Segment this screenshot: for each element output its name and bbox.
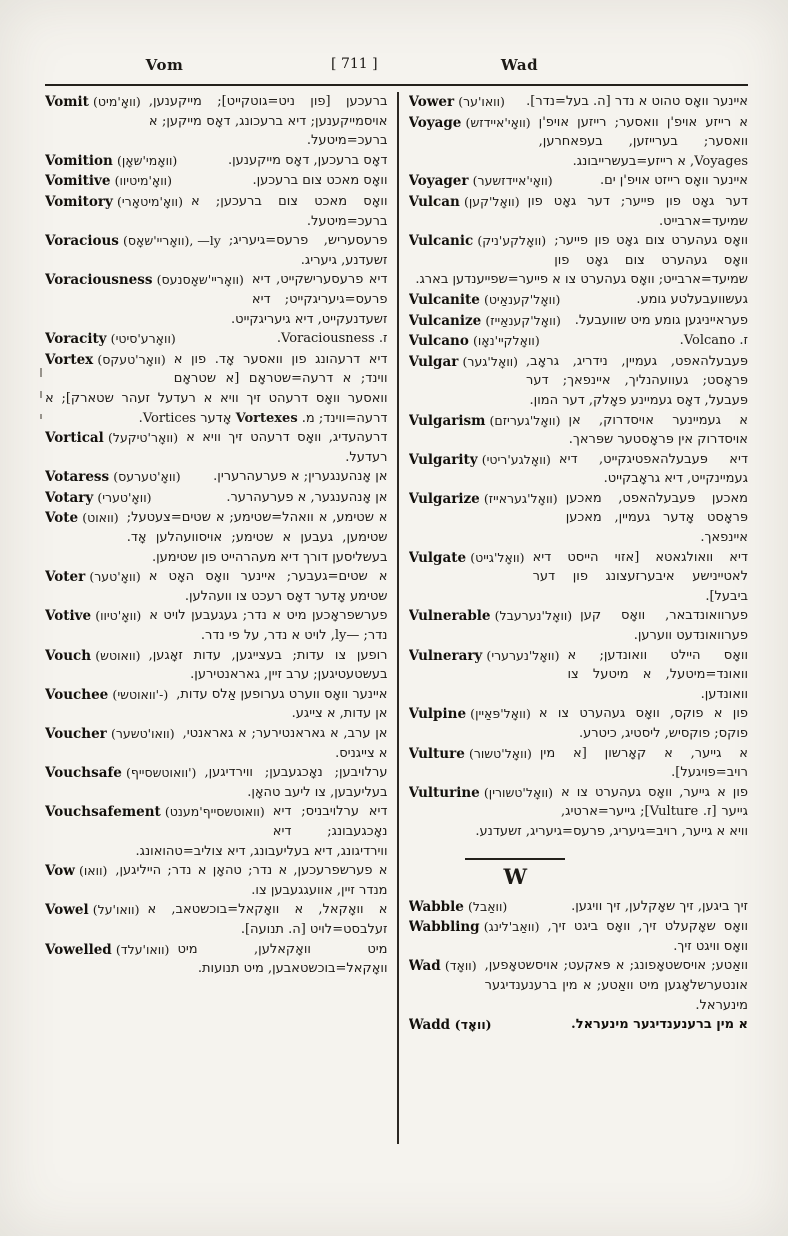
- entry-pronunciation: (וואָמי'שאָן): [116, 152, 178, 168]
- entry-definition: א שטימע, א וואהל=שטימע; א שטים=צעטעל; שטימען, געבען א שטימע; אויסוועהלען אָד. בעשליסען דורך דיא מעהרהייט פון שטימען.: [126, 510, 388, 565]
- entry-definition: א מין ברענענדיגער מינעראל.: [571, 1017, 748, 1033]
- entry-headword: Wad (וואָד): [408, 958, 477, 975]
- section-letter: W: [503, 863, 528, 889]
- entry-definition: איינער וואָס טהוט א נדר [ה. בעל=נדר].: [526, 94, 748, 109]
- entry-definition: פערשפראָכען מיט א נדר; געגעבען לויט א נדר; —ly, לויט א נדר, על פי נדר.: [149, 608, 388, 644]
- entry-definition: דיא פּעבעלהאפטיגקייט, דיא געמיינקייט, דיא גראָבקייט.: [558, 451, 748, 487]
- entry-headword: Vulgarity (וואָלגע'ריטי): [408, 451, 551, 468]
- entry-pronunciation: (וואָריי'שאָסנעס): [156, 272, 244, 288]
- entry-headword: Voracious (וואָריי'שאָס), —ly: [45, 233, 221, 250]
- dictionary-entry: [45, 900, 388, 939]
- entry-headword: Vouchee (וואוטשי'-): [45, 686, 169, 703]
- entry-headword: Voraciousness (וואָריי'שאָסנעס): [45, 272, 244, 289]
- entry-definition: דרעהעדיג, וואָס דרעהט זיך וויא א רעדעל.: [186, 430, 388, 465]
- entry-definition: פרעסעריש, פרעס=גיעריג; זשעדנע, גיעריג.: [228, 233, 388, 268]
- entry-pronunciation: (וואָל'קען): [463, 193, 520, 209]
- entry-definition: פעראייניגען גומע מיט שוועבעל.: [574, 312, 748, 328]
- entry-definition: וואַטע; אויסשטאָפונג; א פּאקעט; אויסשטאָפען, אונטערשלאָגען מיט וואַטע; א מין ברענענדיגער מינעראל.: [484, 958, 748, 1013]
- entry-definition: דאָס ברעכען, דאָס מייקענען.: [227, 152, 388, 168]
- entry-headword: Vomitive (וואָ'מיטיוו): [45, 173, 172, 190]
- dictionary-entry: [409, 1015, 749, 1036]
- entry-pronunciation: (וואָל'גער): [462, 353, 519, 369]
- page-header: [45, 56, 748, 84]
- entry-definition: אן אָנהענגער, א פערעהרער.: [226, 489, 388, 505]
- entry-headword: Vote (וואוט): [45, 510, 119, 527]
- dictionary-entry: [409, 450, 749, 489]
- entry-headword: Vulcanize (וואָל'קענאַייז): [408, 312, 561, 329]
- dictionary-entry: [409, 917, 749, 956]
- entry-definition: פערוואונדבאר, וואָס קען פערוואונדעט ווערען.: [580, 608, 748, 644]
- entry-definition: ז. Voraciousness.: [276, 331, 388, 347]
- dictionary-entry: [45, 270, 388, 329]
- dictionary-entry: [409, 92, 749, 113]
- text-columns: [45, 92, 748, 1144]
- entry-headword: Voter (וואָ'טער): [45, 569, 141, 586]
- dictionary-entry: [409, 956, 749, 1015]
- entry-headword: Vomition (וואָמי'שאָן): [45, 152, 178, 169]
- entry-pronunciation: (וואו'טשער): [110, 726, 175, 741]
- entry-definition: א גייער, א קאָרשון [א מין רויב=פויגעל].: [539, 745, 748, 781]
- entry-pronunciation: (וואָ'טער): [89, 569, 141, 585]
- dictionary-entry: [45, 606, 388, 645]
- entry-pronunciation: (וואָ'מיטיוו): [114, 173, 172, 189]
- entry-definition: רופען צו עדות; בעצייגען, עדות זאָגען, בעשטעטיגען; ערב זיין, גאראנטירען.: [148, 647, 388, 683]
- entry-pronunciation: (וואָל'געריזם): [489, 412, 561, 428]
- entry-definition: איינער וואָס רייזט אויפ'ן ים.: [599, 173, 748, 189]
- entry-pronunciation: (וואָל'נערעבל): [494, 608, 573, 624]
- entry-definition: דיא פרעסערישקייט, דיא פרעס=גיעריגקייט; דיא זשעדנעקייט, דיא גיעריגקייט.: [231, 272, 388, 327]
- dictionary-entry: [45, 646, 388, 685]
- entry-definition: ז. Volcano.: [679, 333, 748, 349]
- entry-headword: Voracity (וואָרע'סיטי): [45, 331, 176, 348]
- entry-definition: פון א פוקס, וואָס געהערט צו א פוקס; פוקסיש, ליסטיג, כיטרע.: [538, 706, 748, 741]
- running-head-right: Wad: [500, 56, 539, 74]
- dictionary-entry: [409, 311, 749, 332]
- dictionary-entry: [45, 350, 388, 428]
- entry-pronunciation: (וואַבל): [467, 898, 508, 914]
- entry-definition: מיט וואָקאלען, מיט וואָקאל=בוכשטאבען, מיט תנועות.: [177, 941, 388, 977]
- entry-definition: דער גאָט פון פייער; דער גאָט פון שמיעד=ארבייט.: [527, 193, 748, 229]
- entry-headword: Vomitory (וואָ'מיטאָרי): [45, 193, 183, 210]
- dictionary-entry: [409, 192, 749, 231]
- entry-pronunciation: (וואָל'טשורין): [483, 784, 554, 800]
- entry-definition: א שטים=געבער; איינער וואָס האָט א שטימע אָדער דאָס רעכט צו וועהלען.: [148, 569, 388, 604]
- dictionary-entry: [409, 744, 749, 783]
- entry-pronunciation: (וואָ'טערי): [97, 489, 152, 505]
- entry-headword: Vouchsafe (וואוטשסייף'): [45, 765, 197, 782]
- entry-pronunciation: (וואָל'קענאַייז): [485, 312, 561, 328]
- section-divider-rule: [465, 858, 565, 860]
- entry-headword: Vulturine (וואָל'טשורין): [408, 784, 554, 801]
- entry-headword: Vortex (וואָר'טעקס): [45, 351, 166, 368]
- entry-definition: דיא וואולגאטא [אזוי הייסט דיא לאטיינישע איבערזעצונג פון דער ביבעל].: [532, 549, 748, 604]
- entry-pronunciation: (וואָלקיי'נאָו): [472, 333, 540, 349]
- entry-headword: Voyage (וואָי'איידזש): [408, 114, 531, 131]
- running-head-left: Vom: [145, 56, 184, 74]
- dictionary-entry: [409, 704, 749, 743]
- entry-pronunciation: (וואו'ער): [458, 94, 505, 109]
- dictionary-entry: [409, 411, 749, 450]
- entry-headword: Vulcanic (וואָלקע'ניק): [408, 233, 547, 250]
- entry-definition: געשוועבעלטע גומע.: [636, 291, 748, 307]
- dictionary-entry: [409, 606, 749, 645]
- dictionary-entry: [45, 940, 388, 979]
- dictionary-entry: [45, 508, 388, 567]
- column-left: [45, 92, 397, 1144]
- entry-headword: Votary (וואָ'טערי): [45, 489, 152, 506]
- dictionary-entry: [409, 231, 749, 290]
- entry-pronunciation: (וואו'עלד): [115, 941, 170, 957]
- page-number: [ 711 ]: [331, 56, 378, 72]
- entry-pronunciation: (וואָד): [454, 1017, 492, 1033]
- entry-headword: Vouchsafement (וואוטשסייף'מענט): [45, 804, 265, 821]
- entry-definition: וואָס מאכט צום ברעכען; א ברעכ=מיטעל.: [190, 193, 388, 229]
- entry-definition: ברעכען [פון ניט=גוטקייט]; מייקענען, אויסמייקענען; דיא ברעכונג, דאָס מייקען; א ברעכ=מיטעל.: [148, 94, 388, 149]
- entry-pronunciation: (וואָ'מיט): [93, 94, 141, 109]
- entry-pronunciation: (וואָר'טיקעל): [107, 430, 179, 446]
- entry-definition: וואָס געהערט צום גאָט פון פייער; וואָס געהערט צום גאָט פון שמיעד=ארבייט; וואָס געהערט צו א פייער=שפייענדען בארג.: [415, 233, 748, 288]
- entry-definition: איינער וואָס ווערט גערופען אַלס עדות, אן עדות, א צייגע.: [176, 686, 388, 722]
- entry-definition: פּעבעלהאפט, געמיין, נידריג, גראָב, פּראָסט; געוועהנליך, איינפאך; דער פּעבעל, דאָס געמיינע פאָלק, דער המון.: [526, 353, 748, 408]
- entry-definition: וואָס היילט וואונדען; א וואונד=מיטעל, א מיטעל צו וואונדען.: [567, 647, 748, 702]
- dictionary-entry: [45, 171, 388, 192]
- entry-pronunciation: (וואָל'קענאַיט): [483, 291, 561, 307]
- entry-definition: וואָס שאָקעלט זיך, וואָס ביגט זיך, וואָס וויגט זיך.: [547, 919, 748, 954]
- entry-pronunciation: (וואָל'גייט): [470, 549, 525, 565]
- scan-artifact-marks: [40, 368, 43, 428]
- entry-definition: א וואָקאל, א וואָקאל=בוכשטאב, א זעלבסט=לויט [ה. תנועה].: [147, 902, 388, 937]
- entry-pronunciation: (וואָל'געראייז): [483, 490, 558, 506]
- header-rule: [45, 84, 748, 86]
- entry-pronunciation: (וואוטש): [95, 647, 141, 663]
- dictionary-entry: [409, 489, 749, 548]
- entry-headword: Vower (וואו'ער): [408, 94, 505, 110]
- dictionary-entry: [45, 467, 388, 488]
- entry-pronunciation: (וואוטשי'-): [112, 686, 169, 702]
- entry-definition: מאכען פּעבעלהאפט, מאכען פּראָסט אָדער געמיין, מאכען איינפאך.: [565, 490, 748, 546]
- dictionary-entry: [409, 171, 749, 192]
- entry-headword: Vowel (וואו'על): [45, 902, 140, 919]
- entry-definition: ערלויבען; נאָכגעבען; ווירדיגען, בעליעבען, צו ליעב טהאָן.: [204, 765, 388, 800]
- entry-headword: Votive (וואָ'טיוו): [45, 608, 142, 625]
- entry-pronunciation: (וואו'על): [92, 902, 140, 918]
- entry-pronunciation: (וואָלגע'ריטי): [481, 451, 551, 467]
- entry-pronunciation: (וואָ'טיוו): [95, 608, 142, 624]
- entry-headword: Vulnerary (וואָל'נערערי): [408, 647, 560, 664]
- dictionary-entry: [45, 802, 388, 861]
- dictionary-entry: [45, 192, 388, 231]
- entry-definition: פון א גייער, וואָס געהערט צו א גייער [ז. Vulture]; גייער=ארטיג, וויא א גייער, רויב=גיעריג, פרעס=גיעריג, זשעדנע.: [475, 784, 748, 839]
- entry-headword: Vowelled (וואו'עלד): [45, 941, 170, 958]
- entry-pronunciation: (וואָל'פּאַיין): [470, 706, 531, 722]
- entry-headword: Wabbling (וואַב'לינג): [408, 919, 540, 936]
- column-right: [397, 92, 749, 1144]
- entry-headword: Vomit (וואָ'מיט): [45, 94, 141, 110]
- entry-definition: דיא ערלויבניס; דיא נאָכגעבונג; דיא ווירדיגונג, דיא בעליעבונג, דיא צוליב=טהואונג.: [135, 804, 388, 859]
- entry-pronunciation: (וואָריי'שאָס), —ly: [123, 233, 221, 249]
- entry-definition: א פערשפרעכען, א נדר; טהאָן א נדר; הייליגען, מנדר זיין, אוועגגעבען צו.: [115, 863, 388, 898]
- entry-headword: Vulture (וואָל'טשור): [408, 745, 532, 762]
- entry-headword: Wabble (וואַבל): [408, 898, 508, 915]
- entry-headword: Voyager (וואָי'איידזשער): [408, 173, 553, 190]
- entry-definition: אן אָנהענגערין; א פערעהרערין.: [213, 469, 388, 485]
- entry-pronunciation: (וואָרע'סיטי): [110, 331, 176, 347]
- dictionary-entry: [45, 685, 388, 724]
- entry-headword: Vortical (וואָר'טיקעל): [45, 430, 179, 447]
- entry-pronunciation: (וואוטשסייף'מענט): [164, 804, 265, 820]
- dictionary-entry: [409, 113, 749, 172]
- entry-definition: א רייזע אויפ'ן וואסער; רייזען אויפ'ן וואסער; בערייזען, בעפאחרען, Voyages, א רייזע=בעשרייבונג.: [538, 114, 748, 169]
- entry-headword: Voucher (וואו'טשער): [45, 726, 175, 742]
- entry-pronunciation: (וואָר'טעקס): [97, 351, 166, 367]
- dictionary-entry: [409, 352, 749, 411]
- entry-headword: Vulpine (וואָל'פּאַיין): [408, 706, 531, 723]
- dictionary-entry: [45, 724, 388, 763]
- entry-headword: Vulcan (וואָל'קען): [408, 193, 520, 210]
- entry-pronunciation: (וואָלקע'ניק): [477, 233, 547, 249]
- entry-pronunciation: (וואו): [79, 863, 108, 879]
- entry-headword: Wadd (וואָד): [408, 1017, 492, 1034]
- entry-pronunciation: (וואָל'נערערי): [486, 647, 560, 663]
- entry-pronunciation: (וואָד): [444, 958, 477, 974]
- entry-headword: Vulgarism (וואָל'געריזם): [408, 412, 561, 429]
- entry-headword: Vulgate (וואָל'גייט): [408, 549, 525, 566]
- dictionary-entry: [45, 231, 388, 270]
- dictionary-entry: [45, 428, 388, 467]
- entry-definition: א געמיינער אויסדרוק, אן אויסדרוק אין פּראָסטער שפּראך.: [568, 412, 748, 448]
- entry-headword: Vulgarize (וואָל'געראייז): [408, 490, 558, 507]
- entry-headword: Vow (וואו): [45, 863, 108, 880]
- entry-definition: דיא דרעהונג פון וואסער אָד. פון א ווינד; א דרעה=שטראָם [א שטראָם וואסער וואָס דרעהט זיך וויא א רעדעל זעהר שטארק]; א דרעה=ווינד; מ. Vortexes אָדער Vortices.: [45, 351, 388, 426]
- dictionary-entry: [45, 329, 388, 350]
- dictionary-entry: [409, 646, 749, 705]
- dictionary-entry: [409, 548, 749, 607]
- dictionary-entry: [45, 763, 388, 802]
- entry-headword: Vulcanite (וואָל'קענאַיט): [408, 291, 561, 308]
- entry-pronunciation: (וואָ'טערעס): [113, 469, 181, 485]
- dictionary-entry: [45, 488, 388, 509]
- entry-headword: Vulgar (וואָל'גער): [408, 353, 519, 370]
- entry-pronunciation: (וואָי'איידזשער): [472, 173, 553, 189]
- entry-definition: אן ערב, א גאראנטירער; א גאראנטי, א צייגניס.: [182, 726, 388, 761]
- entry-headword: Vouch (וואוטש): [45, 647, 141, 664]
- dictionary-entry: [409, 331, 749, 352]
- entry-pronunciation: (וואָל'טשור): [468, 745, 532, 761]
- entry-pronunciation: (וואָ'מיטאָרי): [117, 193, 183, 209]
- entry-pronunciation: (וואוטשסייף'): [125, 765, 197, 781]
- entry-headword: Vulnerable (וואָל'נערעבל): [408, 608, 573, 625]
- dictionary-entry: [45, 92, 388, 151]
- entry-headword: Vulcano (וואָלקיי'נאָו): [408, 333, 540, 350]
- entry-definition: וואָס מאכט צום ברעכען.: [252, 173, 388, 189]
- entry-pronunciation: (וואוט): [82, 510, 119, 526]
- entry-definition: זיך ביגען, זיך שאָקלען, זיך וויגען.: [571, 898, 748, 914]
- dictionary-entry: [45, 567, 388, 606]
- dictionary-entry: [409, 290, 749, 311]
- dictionary-entry: [409, 783, 749, 842]
- entry-headword: Votaress (וואָ'טערעס): [45, 469, 181, 486]
- entry-pronunciation: (וואַב'לינג): [483, 919, 540, 935]
- dictionary-entry: [45, 861, 388, 900]
- entry-pronunciation: (וואָי'איידזש): [465, 114, 531, 130]
- dictionary-entry: [45, 151, 388, 172]
- dictionary-entry: [409, 897, 749, 918]
